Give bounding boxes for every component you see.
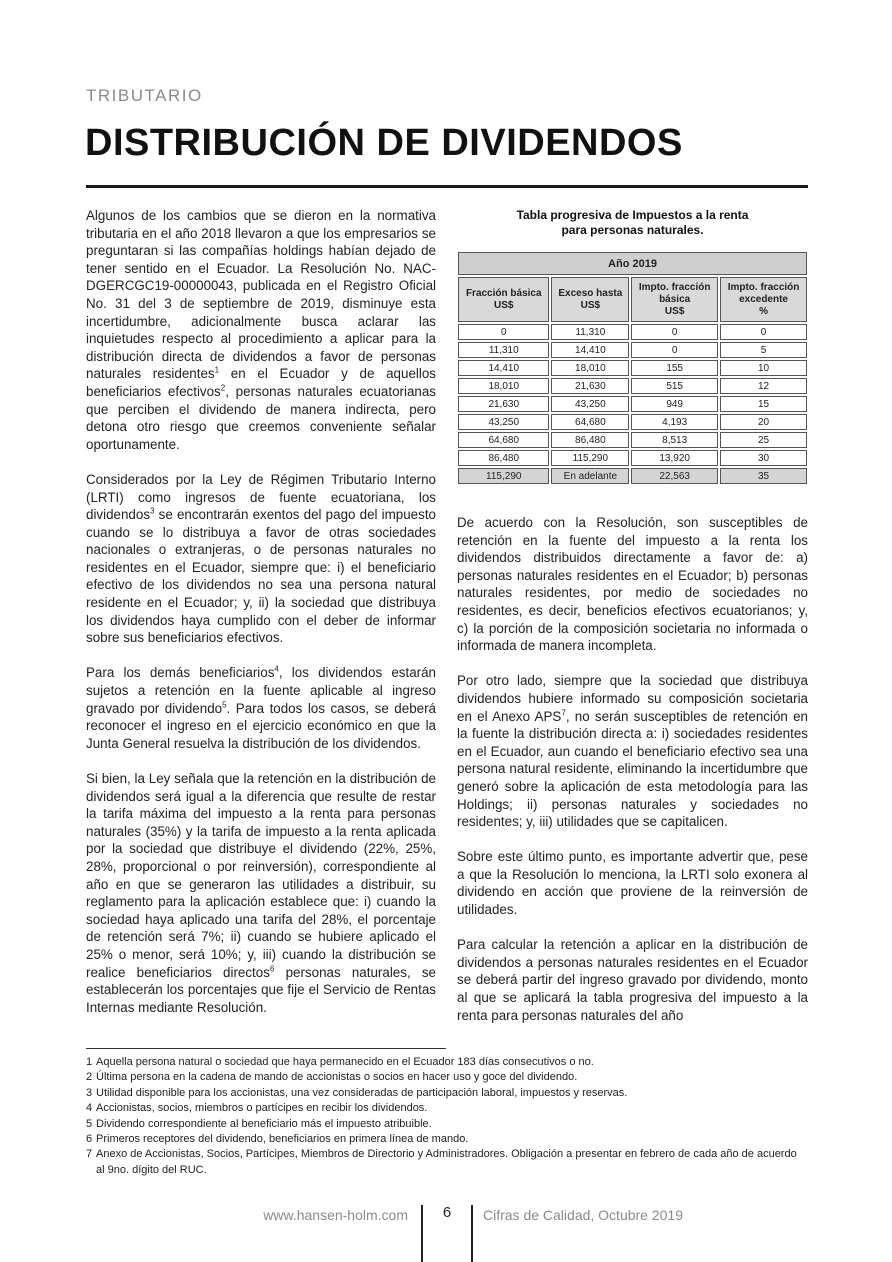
footnote-divider xyxy=(86,1048,446,1049)
footnote-number: 7 xyxy=(86,1148,93,1161)
table-cell: 18,010 xyxy=(551,360,629,376)
paragraph: De acuerdo con la Resolución, son susceptibles de retención en la fuente del impuesto a la renta los dividendos distribuidos directamente a favor de: a) personas naturales residentes en el Ecuador; b) personas naturales residentes, por medio de sociedades no residentes, es decir, beneficios efectivos ecuatorianos; y, c) la porción de la composición societaria no informada o informada de manera incompleta. xyxy=(457,515,808,654)
table-cell: 11,310 xyxy=(551,324,629,340)
table-cell: 8,513 xyxy=(631,432,718,448)
table-cell: 43,250 xyxy=(551,396,629,412)
table-cell: 115,290 xyxy=(551,450,629,466)
footnote xyxy=(86,1070,806,1085)
table-cell: 14,410 xyxy=(551,342,629,358)
paragraph: Sobre este último punto, es importante advertir que, pese a que la Resolución lo menciona, la LRTI solo exonera al dividendo en acción que proviene de la reinversión de utilidades. xyxy=(457,849,808,918)
page-title: DISTRIBUCIÓN DE DIVIDENDOS xyxy=(85,122,683,164)
paragraph: Por otro lado, siempre que la sociedad que distribuya dividendos hubiere informado su composición societaria en el Anexo APS$^7$, no serán susceptibles de retención en la fuente la distribución directa a: i) sociedades residentes en el Ecuador, aun cuando el beneficiario efectivo sea una persona natural residente, eliminando la incertidumbre que generó sobre la aplicación de esta metodología para las Holdings; ii) personas naturales y sociedades no residentes; y, iii) utilidades que se capitalicen. xyxy=(457,673,808,830)
table-caption: Tabla progresiva de Impuestos a la renta para personas naturales. xyxy=(516,208,749,237)
table-cell: 18,010 xyxy=(458,378,549,394)
table-cell: 155 xyxy=(631,360,718,376)
footnote-text: Aquella persona natural o sociedad que haya permanecido en el Ecuador 183 días consecutivos o no. xyxy=(96,1056,594,1068)
footnote-ref: 2 xyxy=(220,383,226,393)
footnote-ref: 7 xyxy=(561,708,566,718)
table-cell: 22,563 xyxy=(631,468,718,484)
table-cell: 30 xyxy=(720,450,807,466)
table-cell: En adelante xyxy=(551,468,629,484)
paragraph: Algunos de los cambios que se dieron en la normativa tributaria en el año 2018 llevaron a que los empresarios se preguntaran si las compañías holdings habían dejado de tener sentido en el Ecuador. La Resolución No. NAC-DGERCGC19-00000043, publicada en el Registro Oficial No. 31 del 3 de septiembre de 2019, disminuye esta incertidumbre, adicionalmente busca aclarar las inquietudes respecto al procedimiento a aplicar para la distribución directa de dividendos a favor de personas naturales residentes$^1$ en el Ecuador y de aquellos beneficiarios efectivos$^2$, personas naturales ecuatorianas que perciben el dividendo de manera indirecta, pero detona otro riesgo que creemos conveniente señalar oportunamente. xyxy=(86,208,436,452)
footnote-number: 5 xyxy=(86,1117,93,1130)
footer-divider xyxy=(471,1205,473,1262)
footnote-number: 4 xyxy=(86,1102,93,1115)
table-cell: 25 xyxy=(720,432,807,448)
table-cell: 5 xyxy=(720,342,807,358)
table-row xyxy=(458,432,807,448)
table-row xyxy=(458,396,807,412)
table-cell: 115,290 xyxy=(458,468,549,484)
title-divider xyxy=(86,185,808,188)
section-label: TRIBUTARIO xyxy=(86,86,203,105)
footnote-text: Primeros receptores del dividendo, beneficiarios en primera línea de mando. xyxy=(96,1133,469,1146)
table-cell: 21,630 xyxy=(458,396,549,412)
column-header: Fracción básica US$ xyxy=(458,277,549,322)
paragraph: Considerados por la Ley de Régimen Tributario Interno (LRTI) como ingresos de fuente ecuatoriana, los dividendos$^3$ se encontrarán exentos del pago del impuesto cuando se lo distribuya a favor de otras sociedades nacionales o extranjeras, o de personas naturales no residentes en el Ecuador, siempre que: i) el beneficiario efectivo de los dividendos no sea una persona natural residente en el Ecuador; y, ii) la sociedad que distribuya los dividendos haya cumplido con el deber de informar sobre sus beneficiarios efectivos. xyxy=(86,471,436,646)
table-cell: 15 xyxy=(720,396,807,412)
paragraph: Para los demás beneficiarios$^4$, los dividendos estarán sujetos a retención en la fuente aplicable al ingreso gravado por dividendo$^5$. Para todos los casos, se deberá reconocer el ingreso en el ejercicio económico en que la Junta General resuelva la distribución de los dividendos. xyxy=(86,664,437,751)
footnote-number: 6 xyxy=(86,1133,93,1146)
table-cell: 64,680 xyxy=(458,432,549,448)
table-cell: 0 xyxy=(720,324,807,340)
footnote xyxy=(86,1117,806,1132)
tax-rate-table xyxy=(456,250,809,486)
footer-website: www.hansen-holm.com xyxy=(263,1207,408,1223)
table-cell: 949 xyxy=(631,396,718,412)
table-row xyxy=(458,342,807,358)
footnote xyxy=(86,1101,806,1116)
table-year-header: Año 2019 xyxy=(458,252,807,275)
column-header: Exceso hasta US$ xyxy=(551,277,629,322)
table-row xyxy=(458,360,807,376)
table-cell: 35 xyxy=(720,468,807,484)
table-row xyxy=(458,414,807,430)
footnote-ref: 6 xyxy=(269,964,275,974)
footnote-ref: 4 xyxy=(274,664,279,674)
table-cell: 11,310 xyxy=(458,342,549,358)
column-header: Impto. fracción básica US$ xyxy=(631,277,718,322)
table-cell: 0 xyxy=(631,342,718,358)
footer-publication: Cifras de Calidad, Octubre 2019 xyxy=(483,1207,683,1223)
table-cell: 14,410 xyxy=(458,360,549,376)
table-cell: 64,680 xyxy=(551,414,629,430)
table-row xyxy=(458,378,807,394)
paragraph: Si bien, la Ley señala que la retención en la distribución de dividendos será igual a la diferencia que resulte de restar la tarifa máxima del impuesto a la renta para personas naturales (35%) y la tarifa de impuesto a la renta aplicada por la sociedad que distribuye el dividendo (22%, 25%, 28%, proporcional o por reinversión), correspondiente al año en que se generaron las utilidades a distribuir, su reglamento para la aplicación establece que: i) cuando la sociedad haya aplicado una tarifa del 28%, el porcentaje de retención será 7%; ii) cuando se hubiere aplicado el 25% o menor, será 10%; y, iii) cuando la distribución se realice beneficiarios directos$^6$ personas naturales, se establecerán los porcentajes que fije el Servicio de Rentas Internas mediante Resolución. xyxy=(86,771,437,1015)
footnote-number: 3 xyxy=(86,1086,93,1099)
table-cell: 4,193 xyxy=(631,414,718,430)
footnote-ref: 3 xyxy=(150,506,155,516)
footnote-text: Última persona en la cadena de mando de accionistas o socios en hacer uso y goce del dividendo. xyxy=(96,1071,578,1084)
table-cell: 13,920 xyxy=(631,450,718,466)
table-cell: 86,480 xyxy=(458,450,549,466)
table-cell: 20 xyxy=(720,414,807,430)
table-row xyxy=(458,468,807,484)
footnote xyxy=(86,1055,806,1070)
footnote xyxy=(86,1132,806,1147)
footnote xyxy=(86,1086,806,1101)
footnote-number: 2 xyxy=(86,1071,93,1084)
footnote-ref: 1 xyxy=(214,365,220,375)
footnote-text: Anexo de Accionistas, Socios, Partícipes, Miembros de Directorio y Administradores. Obligación a presentar en febrero de cada año de acuerdo al 9no. dígito del RUC. xyxy=(96,1148,797,1176)
footnote-text: Dividendo correspondiente al beneficiario más el impuesto atribuible. xyxy=(96,1117,432,1130)
table-cell: 86,480 xyxy=(551,432,629,448)
column-header: Impto. fracción excedente % xyxy=(720,277,807,322)
page-number: 6 xyxy=(442,1204,452,1221)
table-cell: 10 xyxy=(720,360,807,376)
footnotes xyxy=(86,1055,806,1178)
left-column xyxy=(86,207,436,1034)
footnote-text: Utilidad disponible para los accionistas, una vez consideradas de participación laboral, impuestos y reservas. xyxy=(96,1086,628,1099)
footnote-ref: 5 xyxy=(222,700,227,710)
table-cell: 515 xyxy=(631,378,718,394)
table-cell: 43,250 xyxy=(458,414,549,430)
right-column xyxy=(457,514,808,1042)
paragraph: Para calcular la retención a aplicar en la distribución de dividendos a personas naturales residentes en el Ecuador se deberá partir del ingreso gravado por dividendo, monto al que se aplicará la tabla progresiva del impuesto a la renta para personas naturales del año xyxy=(457,937,808,1023)
table-cell: 12 xyxy=(720,378,807,394)
footnote xyxy=(86,1147,806,1178)
table-header-row xyxy=(458,277,807,322)
table-cell: 0 xyxy=(458,324,549,340)
table-row xyxy=(458,450,807,466)
table-cell: 0 xyxy=(631,324,718,340)
footnote-text: Accionistas, socios, miembros o partícipes en recibir los dividendos. xyxy=(96,1102,428,1115)
table-cell: 21,630 xyxy=(551,378,629,394)
table-row xyxy=(458,324,807,340)
footnote-number: 1 xyxy=(86,1056,93,1068)
